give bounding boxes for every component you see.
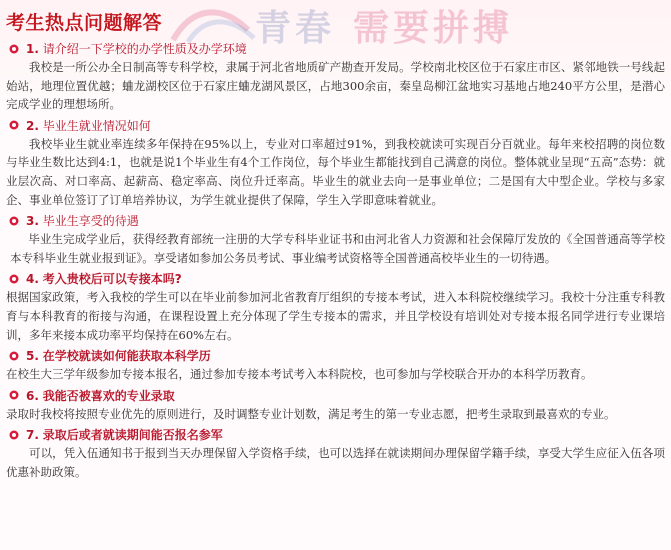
question-text: 在学校就读如何能获取本科学历 <box>42 349 211 364</box>
faq-question <box>0 386 671 405</box>
faq-answer: 毕业生完成学业后，获得经教育部统一注册的大学专科毕业证书和由河北省人力资源和社会保障厅发放的《全国普通高等学校本专科毕业生就业报到证》。享受诸如参加公务员考试、事业编考试资格等全国普通高校毕业生的一切待遇。 <box>10 232 665 265</box>
question-number: 3. <box>26 214 39 229</box>
faq-answer: 我校毕业生就业率连续多年保持在95%以上，专业对口率超过91%，到我校就读可实现百分百就业。每年来校招聘的岗位数与毕业生数比达到4:1，也就是说1个毕业生有4个工作岗位，每个毕业生都能找到自己满意的岗位。整体就业呈现“五高”态势：就业层次高、对口率高、起薪高、稳定率高、岗位升迁率高。毕业生的就业去向一是事业单位；二是国有大中型企业。学校与多家企、事业单位签订了订单培养协议，为学生就业提供了保障，学生入学即意味着就业。 <box>6 136 665 207</box>
faq-question <box>0 39 671 58</box>
question-text: 考入贵校后可以专接本吗? <box>42 272 182 287</box>
question-number: 5. <box>26 349 39 364</box>
faq-question <box>0 425 671 444</box>
question-number: 7. <box>26 428 39 443</box>
watermark-right-text: 需要拼搏 <box>353 8 514 44</box>
bullet-icon <box>8 273 20 285</box>
bullet-icon <box>8 350 20 362</box>
faq-answer: 在校生大三学年级参加专接本报名，通过参加专接本考试考入本科院校，也可参加与学校联合开办的本科学历教育。 <box>6 367 593 382</box>
bullet-icon <box>8 215 20 227</box>
bullet-icon <box>8 429 20 441</box>
faq-answer: 我校是一所公办全日制高等专科学校，隶属于河北省地质矿产勘查开发局。学校南北校区位于石家庄市区、紧邻地铁一号线起始站，地理位置优越；蛐龙湖校区位于石家庄蛐龙湖风景区，占地300余亩，秦皇岛柳江盆地实习基地占地240平方公里，是潜心完成学业的理想场所。 <box>6 60 665 112</box>
bullet-icon <box>8 43 20 55</box>
question-text: 毕业生就业情况如何 <box>42 118 151 133</box>
question-text: 录取后或者就读期间能否报名参军 <box>42 428 223 443</box>
question-number: 1. <box>26 42 39 56</box>
faq-question <box>0 346 671 365</box>
faq-question <box>0 211 671 230</box>
question-text: 毕业生享受的待遇 <box>42 214 139 229</box>
bullet-icon <box>8 389 20 401</box>
faq-answer: 可以，凭入伍通知书于报到当天办理保留入学资格手续，也可以选择在就读期间办理保留学籍手续，享受大学生应征入伍各项优惠补助政策。 <box>6 446 665 479</box>
question-text: 我能否被喜欢的专业录取 <box>42 388 175 403</box>
faq-answer: 录取时我校将按照专业优先的原则进行，及时调整专业计划数，满足考生的第一专业志愿，把考生录取到最喜欢的专业。 <box>6 406 616 421</box>
question-text: 请介绍一下学校的办学性质及办学环境 <box>42 42 247 56</box>
question-number: 4. <box>26 272 39 287</box>
watermark-left-text: 青春 <box>255 8 336 44</box>
faq-answer: 根据国家政策，考入我校的学生可以在毕业前参加河北省教育厅组织的专接本考试，进入本科院校继续学习。我校十分注重专科教育与本科教育的衔接与沟通，在课程设置上充分体现了学生专接本的需求，并且学校设有培训处对专接本报名同学进行专业课培训，多年来接本成功率平均保持在60%左右。 <box>6 290 665 342</box>
question-number: 6. <box>26 388 39 403</box>
faq-list <box>0 38 671 484</box>
bullet-icon <box>8 119 20 131</box>
page-title: 考生热点问题解答 <box>6 12 163 34</box>
question-number: 2. <box>26 118 39 133</box>
faq-question <box>0 116 671 135</box>
faq-question <box>0 269 671 288</box>
